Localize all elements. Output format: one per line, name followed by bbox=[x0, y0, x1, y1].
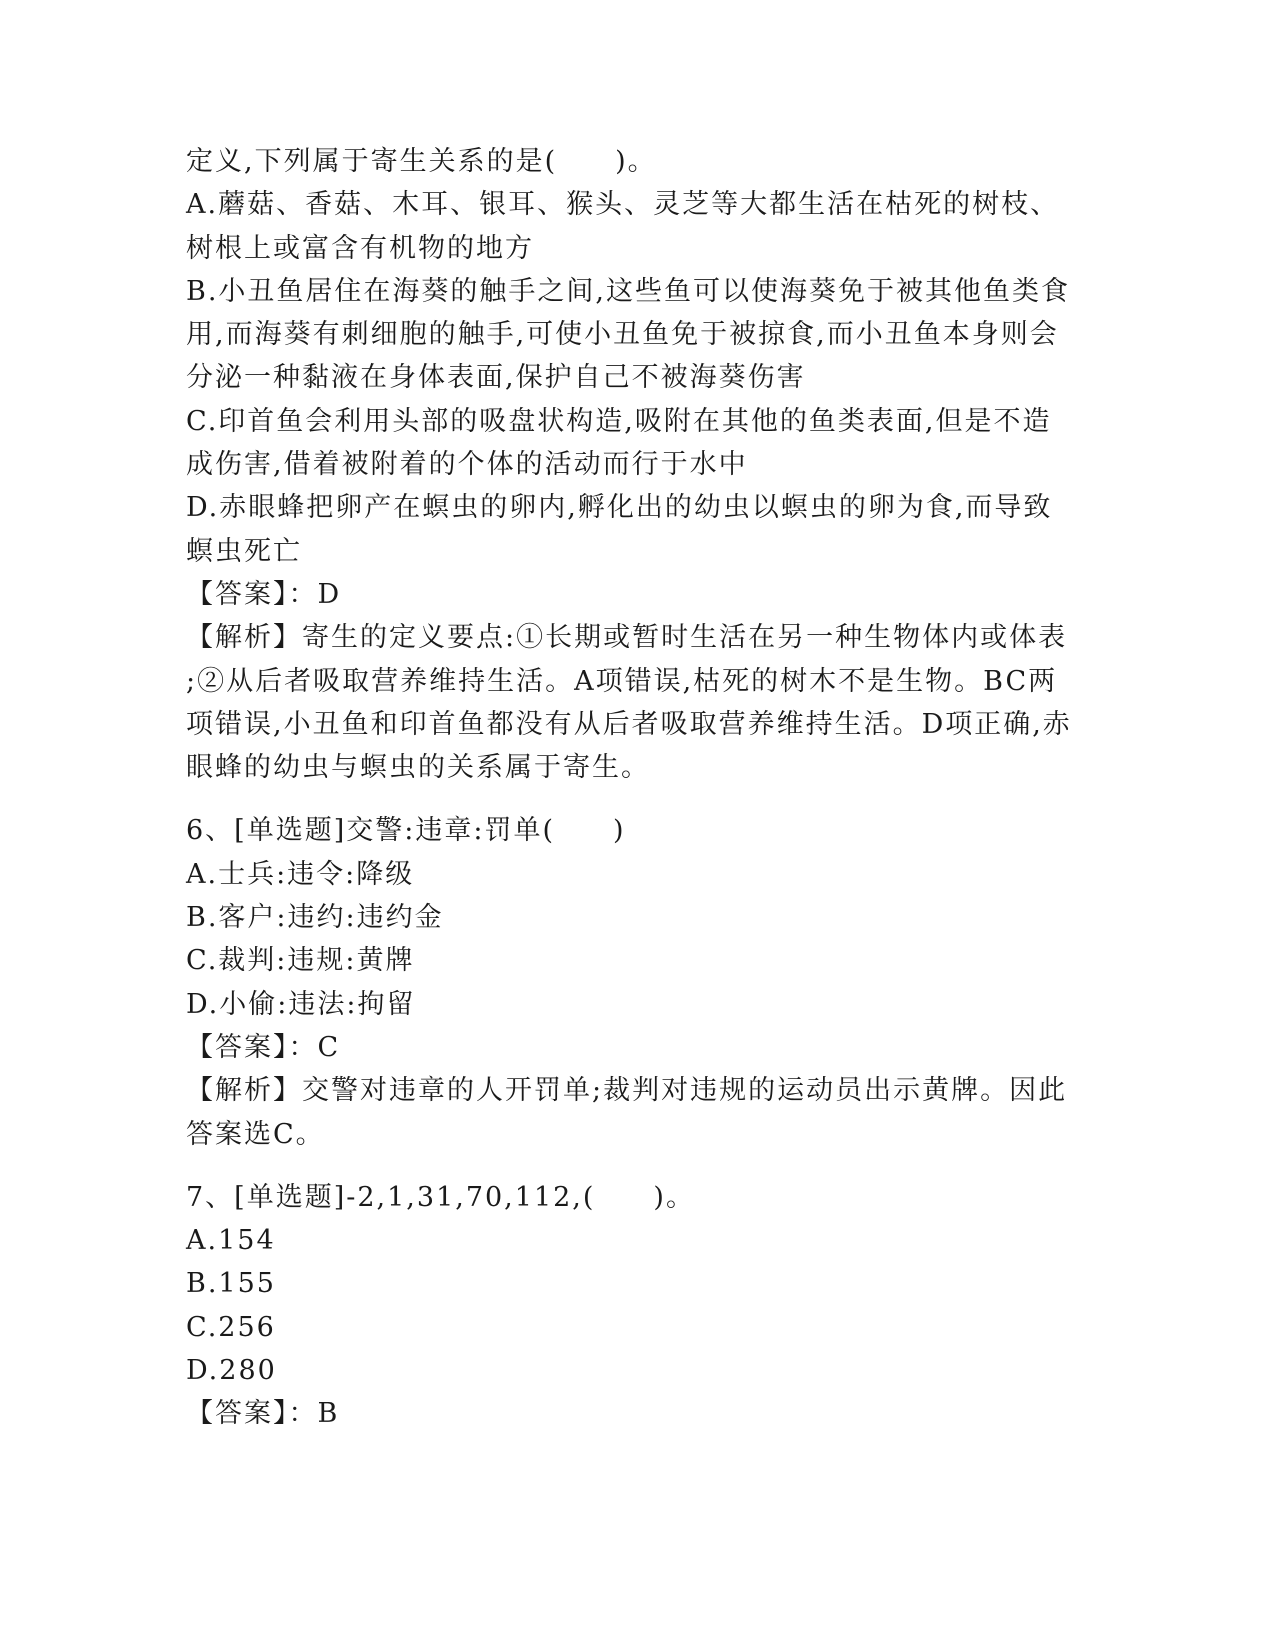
answer: 【答案】：D bbox=[186, 578, 342, 610]
option-a: A.蘑菇、香菇、木耳、银耳、猴头、灵芝等大都生活在枯死的树枝、 bbox=[186, 189, 1060, 221]
option-a: 树根上或富含有机物的地方 bbox=[186, 232, 534, 264]
question-spacer bbox=[186, 789, 1086, 809]
option-a: A.士兵:违令:降级 bbox=[186, 858, 415, 890]
option-d: D.赤眼蜂把卵产在螟虫的卵内,孵化出的幼虫以螟虫的卵为食,而导致 bbox=[186, 492, 1053, 524]
option-c: 成伤害,借着被附着的个体的活动而行于水中 bbox=[186, 449, 748, 481]
analysis: 项错误,小丑鱼和印首鱼都没有从后者吸取营养维持生活。D项正确,赤 bbox=[186, 708, 1072, 740]
analysis: ;②从后者吸取营养维持生活。A项错误,枯死的树木不是生物。BC两 bbox=[186, 665, 1058, 697]
analysis: 【解析】交警对违章的人开罚单;裁判对违规的运动员出示黄牌。因此 bbox=[186, 1075, 1068, 1107]
option-d: D.小偷:违法:拘留 bbox=[186, 988, 416, 1020]
answer: 【答案】：C bbox=[186, 1031, 341, 1063]
option-b: B.155 bbox=[186, 1268, 276, 1300]
option-c: C.256 bbox=[186, 1311, 276, 1343]
question-6 bbox=[186, 809, 1086, 1155]
option-a: A.154 bbox=[186, 1225, 276, 1257]
question-7 bbox=[186, 1176, 1086, 1436]
option-d: 螟虫死亡 bbox=[186, 535, 302, 567]
analysis: 答案选C。 bbox=[186, 1118, 325, 1150]
option-c: C.裁判:违规:黄牌 bbox=[186, 945, 415, 977]
question-5 bbox=[186, 140, 1086, 789]
question-stem: 7、[单选题]-2,1,31,70,112,( )。 bbox=[186, 1181, 695, 1213]
option-d: D.280 bbox=[186, 1355, 277, 1387]
analysis: 眼蜂的幼虫与螟虫的关系属于寄生。 bbox=[186, 752, 650, 784]
option-b: B.小丑鱼居住在海葵的触手之间,这些鱼可以使海葵免于被其他鱼类食 bbox=[186, 275, 1071, 307]
answer: 【答案】：B bbox=[186, 1398, 340, 1430]
option-b: B.客户:违约:违约金 bbox=[186, 902, 444, 934]
document-page bbox=[186, 140, 1086, 1436]
option-b: 用,而海葵有刺细胞的触手,可使小丑鱼免于被掠食,而小丑鱼本身则会 bbox=[186, 319, 1059, 351]
question-spacer bbox=[186, 1156, 1086, 1176]
question-stem: 6、[单选题]交警:违章:罚单( ) bbox=[186, 815, 626, 847]
option-c: C.印首鱼会利用头部的吸盘状构造,吸附在其他的鱼类表面,但是不造 bbox=[186, 405, 1052, 437]
option-b: 分泌一种黏液在身体表面,保护自己不被海葵伤害 bbox=[186, 362, 806, 394]
analysis: 【解析】寄生的定义要点:①长期或暂时生活在另一种生物体内或体表 bbox=[186, 622, 1068, 654]
question-stem: 定义,下列属于寄生关系的是( )。 bbox=[186, 146, 657, 177]
